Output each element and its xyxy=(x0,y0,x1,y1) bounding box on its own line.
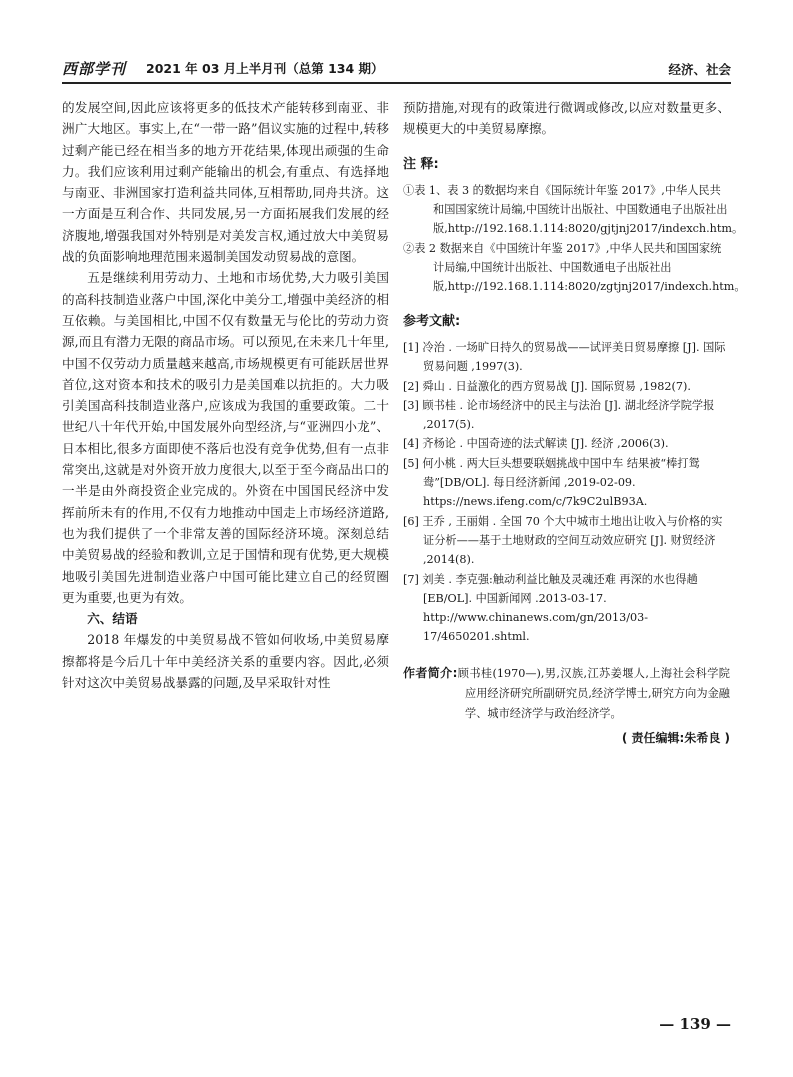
left-column xyxy=(62,97,389,693)
page-number: — 139 — xyxy=(659,1015,731,1033)
reference-item: [1] 冷治 . 一场旷日持久的贸易战——试评美日贸易摩擦 [J]. 国际贸易问题 ,1997(3). xyxy=(403,340,726,374)
author-text: 顾书桂(1970—),男,汉族,江苏姜堰人,上海社会科学院应用经济研究所副研究员,经济学博士,研究方向为金融学、城市经济学与政治经济学。 xyxy=(457,666,730,720)
note-item: ②表 2 数据来自《中国统计年鉴 2017》,中华人民共和国国家统计局编,中国统计出版社、中国数通电子出版社出版,http://192.168.1.114:8020/zgtjnj2017/indexch.htm。 xyxy=(403,241,746,294)
page-header xyxy=(62,58,731,82)
author-bio xyxy=(403,663,730,724)
journal-issue: 2021 年 03 月上半月刊（总第 134 期） xyxy=(146,61,384,76)
reference-item: [5] 何小桃 . 两大巨头想要联姻挑战中国中车 结果被“棒打鸳鸯”[DB/OL]. 每日经济新闻 ,2019-02-09. https://news.ifeng.com/c/7k9C2ulB93A. xyxy=(403,456,700,509)
reference-item: [6] 王乔 , 王丽娟 . 全国 70 个大中城市土地出让收入与价格的实证分析——基于土地财政的空间互动效应研究 [J]. 财贸经济 ,2014(8). xyxy=(403,514,723,567)
journal-name: 西部学刊 xyxy=(62,60,127,78)
paragraph: 2018 年爆发的中美贸易战不管如何收场,中美贸易摩擦都将是今后几十年中美经济关系的重要内容。因此,必须针对这次中美贸易战暴露的问题,及早采取针对性 xyxy=(62,632,389,691)
right-column xyxy=(403,97,746,749)
reference-item: [2] 舜山 . 日益激化的西方贸易战 [J]. 国际贸易 ,1982(7). xyxy=(403,379,691,393)
notes-title: 注 释: xyxy=(403,156,439,172)
reference-item: [7] 刘美 . 李克强:触动利益比触及灵魂还难 再深的水也得趟 [EB/OL]. 中国新闻网 .2013-03-17. http://www.chinanews.com/gn/2013/03-17/4650201.shtml. xyxy=(403,572,698,644)
paragraph: 预防措施,对现有的政策进行微调或修改,以应对数量更多、规模更大的中美贸易摩擦。 xyxy=(403,100,730,137)
section-name: 经济、社会 xyxy=(668,62,731,77)
reference-item: [4] 齐杨论 . 中国奇迹的法式解读 [J]. 经济 ,2006(3). xyxy=(403,437,669,451)
author-label: 作者简介: xyxy=(403,665,458,680)
editor-credit: ( 责任编辑:朱希良 ) xyxy=(621,730,730,745)
note-item: ①表 1、表 3 的数据均来自《国际统计年鉴 2017》,中华人民共和国国家统计局编,中国统计出版社、中国数通电子出版社出版,http://192.168.1.114:8020/gjtjnj2017/indexch.htm。 xyxy=(403,183,744,236)
section-heading: 六、结语 xyxy=(87,611,138,627)
reference-item: [3] 顾书桂 . 论市场经济中的民主与法治 [J]. 湖北经济学院学报 ,2017(5). xyxy=(403,398,715,432)
references-title: 参考文献: xyxy=(403,313,461,329)
paragraph: 的发展空间,因此应该将更多的低技术产能转移到南亚、非洲广大地区。事实上,在“一带一路”倡议实施的过程中,转移过剩产能已经在相当多的地方开花结果,体现出顽强的生命力。我们应该利用过剩产能输出的机会,有重点、有选择地与南亚、非洲国家打造利益共同体,互相帮助,同舟共济。这一方面是互利合作、共同发展,另一方面拓展我们发展的经济腹地,增强我国对外特别是对美发言权,通过放大中美贸易战的负面影响地理范围来遏制美国发动贸易战的意图。 xyxy=(62,100,389,265)
paragraph: 五是继续利用劳动力、土地和市场优势,大力吸引美国的高科技制造业落户中国,深化中美分工,增强中美经济的相互依赖。与美国相比,中国不仅有数量无与伦比的劳动力资源,而且有潜力无限的商品市场。可以预见,在未来几十年里,中国不仅劳动力质量越来越高,市场规模更有可能跃居世界首位,这对资本和技术的吸引力是美国难以抗拒的。大力吸引美国高科技制造业落户,应该成为我国的重要政策。二十世纪八十年代开始,中国发展外向型经济,与“亚洲四小龙”、日本相比,很多方面即使不落后也没有竞争优势,但有一点非常突出,这就是对外资开放力度很大,以至于至今商品出口的一半是由外商投资企业完成的。外资在中国国民经济中发挥前所未有的作用,不仅有力地推动中国走上市场经济道路,也为我们提供了一个非常友善的国际经济环境。深刻总结中美贸易战的经验和教训,立足于国情和现有优势,更大规模地吸引美国先进制造业落户中国可能比建立自己的经贸圈更为重要,也更为有效。 xyxy=(62,270,389,605)
header-rule xyxy=(62,82,731,84)
